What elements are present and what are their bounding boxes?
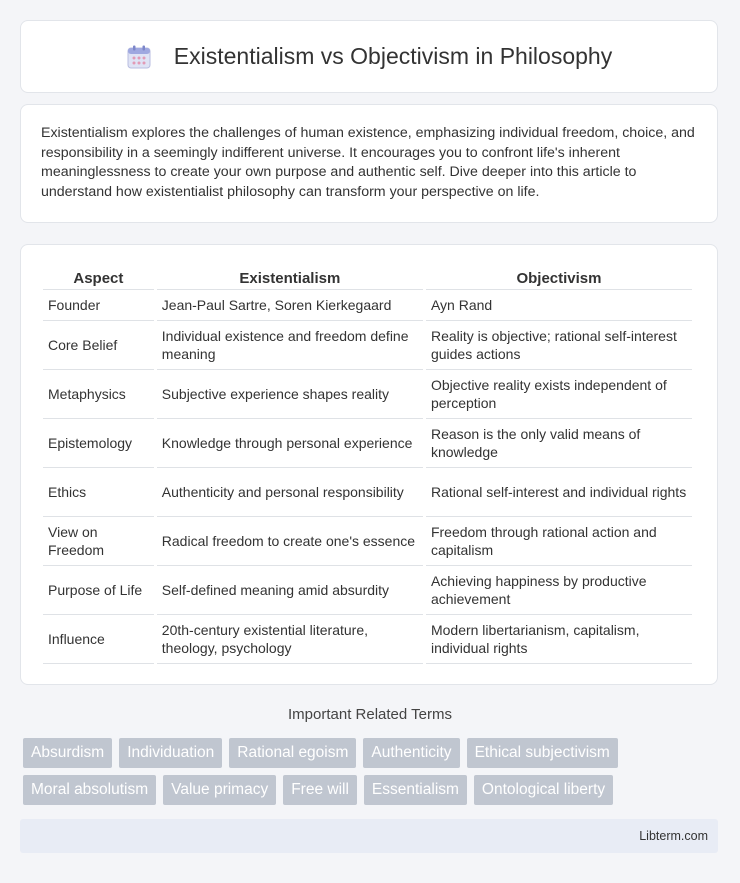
tag-rational-egoism[interactable]: Rational egoism: [229, 738, 356, 768]
table-cell: 20th-century existential literature, theology, psychology: [157, 615, 423, 664]
table-cell: Freedom through rational action and capitalism: [426, 517, 692, 566]
page-title: Existentialism vs Objectivism in Philosophy: [173, 43, 613, 69]
table-cell: Ayn Rand: [426, 290, 692, 321]
comparison-table-card: [20, 244, 718, 685]
table-cell: Purpose of Life: [43, 566, 154, 615]
table-header-row: [43, 267, 692, 290]
table-cell: Metaphysics: [43, 370, 154, 419]
table-cell: Epistemology: [43, 419, 154, 468]
table-cell: Reality is objective; rational self-interest guides actions: [426, 321, 692, 370]
tag-ontological-liberty[interactable]: Ontological liberty: [474, 775, 613, 805]
intro-text: Existentialism explores the challenges of human existence, emphasizing individual freedom, choice, and responsibility in a seemingly indifferent universe. It encourages you to confront life's inherent meaninglessness to create your own purpose and authentic self. Dive deeper into this article to understand how existentialist philosophy can transform your perspective on life.: [41, 125, 695, 200]
table-row: [43, 321, 692, 370]
table-cell: Rational self-interest and individual rights: [426, 468, 692, 517]
table-row: [43, 370, 692, 419]
table-cell: Modern libertarianism, capitalism, individual rights: [426, 615, 692, 664]
tag-authenticity[interactable]: Authenticity: [363, 738, 459, 768]
table-cell: Achieving happiness by productive achievement: [426, 566, 692, 615]
table-cell: Objective reality exists independent of perception: [426, 370, 692, 419]
calendar-icon: [126, 44, 152, 70]
table-row: [43, 290, 692, 321]
footer: [20, 819, 718, 853]
related-terms-tags: [23, 738, 723, 812]
table-cell: Radical freedom to create one's essence: [157, 517, 423, 566]
tag-row: [23, 738, 723, 768]
header-card: [20, 20, 718, 93]
table-cell: Reason is the only valid means of knowledge: [426, 419, 692, 468]
tag-ethical-subjectivism[interactable]: Ethical subjectivism: [467, 738, 618, 768]
table-cell: Jean-Paul Sartre, Soren Kierkegaard: [157, 290, 423, 321]
table-cell: Ethics: [43, 468, 154, 517]
table-row: [43, 517, 692, 566]
table-cell: Subjective experience shapes reality: [157, 370, 423, 419]
table-cell: View on Freedom: [43, 517, 154, 566]
column-header-objectivism: Objectivism: [426, 267, 692, 290]
table-cell: Individual existence and freedom define meaning: [157, 321, 423, 370]
table-cell: Self-defined meaning amid absurdity: [157, 566, 423, 615]
tag-row: [23, 775, 723, 805]
table-row: [43, 468, 692, 517]
table-cell: Authenticity and personal responsibility: [157, 468, 423, 517]
column-header-aspect: Aspect: [43, 267, 154, 290]
tag-free-will[interactable]: Free will: [283, 775, 357, 805]
comparison-table: [40, 267, 695, 664]
related-terms-title: Important Related Terms: [288, 706, 452, 723]
tag-moral-absolutism[interactable]: Moral absolutism: [23, 775, 156, 805]
tag-individuation[interactable]: Individuation: [119, 738, 222, 768]
table-row: [43, 419, 692, 468]
footer-site-link[interactable]: Libterm.com: [639, 829, 708, 843]
table-cell: Knowledge through personal experience: [157, 419, 423, 468]
table-cell: Influence: [43, 615, 154, 664]
table-cell: Core Belief: [43, 321, 154, 370]
tag-essentialism[interactable]: Essentialism: [364, 775, 467, 805]
column-header-existentialism: Existentialism: [157, 267, 423, 290]
table-row: [43, 566, 692, 615]
table-cell: Founder: [43, 290, 154, 321]
tag-absurdism[interactable]: Absurdism: [23, 738, 112, 768]
intro-card: [20, 104, 718, 223]
tag-value-primacy[interactable]: Value primacy: [163, 775, 276, 805]
table-row: [43, 615, 692, 664]
